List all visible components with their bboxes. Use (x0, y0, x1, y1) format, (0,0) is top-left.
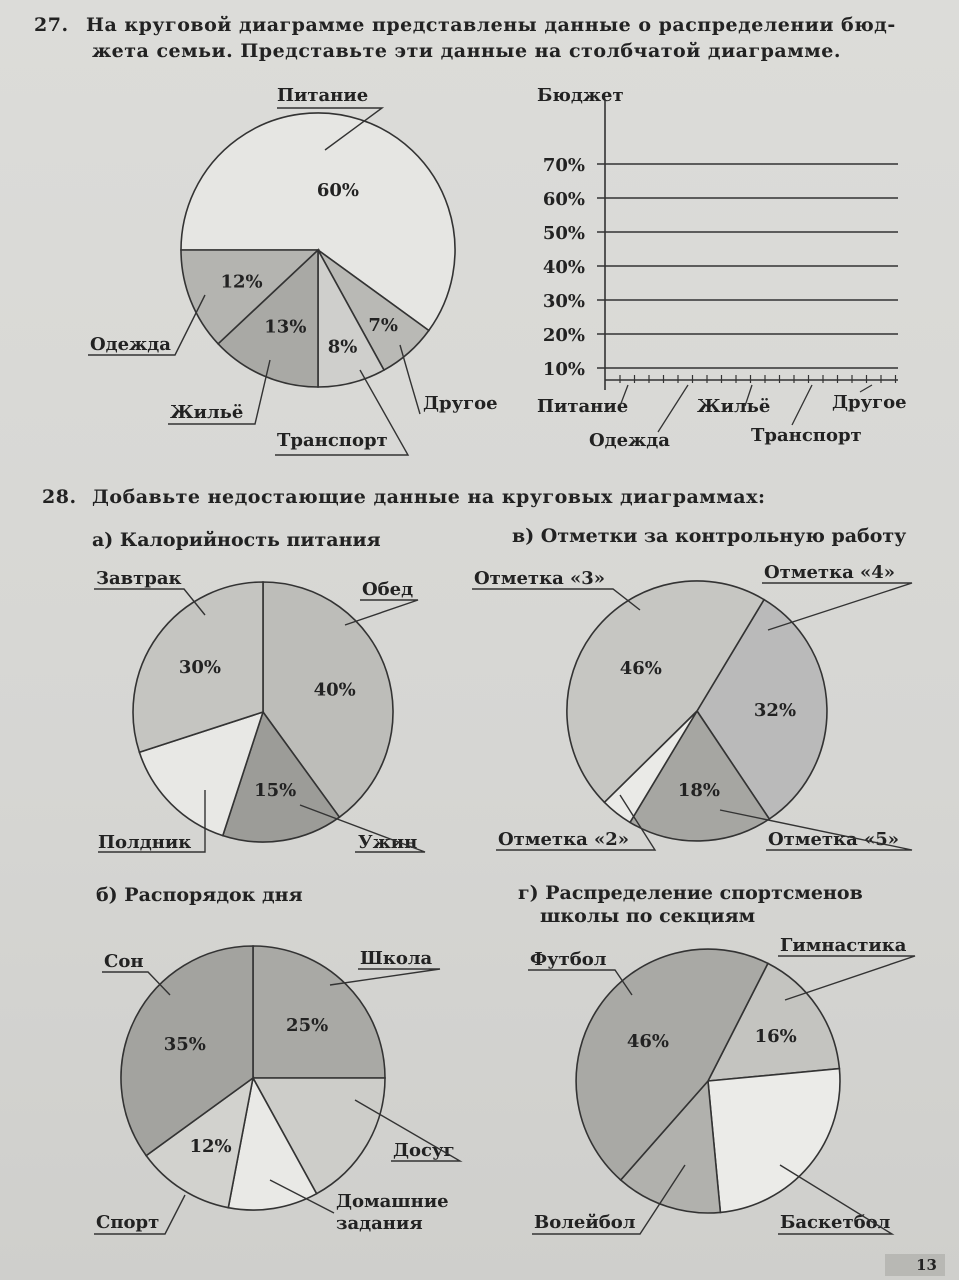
day-pie-label-спорт: Спорт (96, 1212, 160, 1233)
task28-number: 28. (42, 486, 77, 508)
day-pie-value-сон: 35% (163, 1034, 206, 1056)
calories-pie-value-завтрак: 30% (178, 657, 221, 679)
day-pie-label-школа: Школа (360, 948, 433, 969)
sports-pie-label-гимнастика: Гимнастика (780, 935, 907, 956)
day-title: б) Распорядок дня (96, 884, 303, 906)
budget-pie-label-питание: Питание (277, 85, 369, 106)
calories-title: а) Калорийность питания (92, 529, 381, 551)
budget-pie-label-одежда: Одежда (90, 334, 171, 355)
day-pie-leader-школа (330, 969, 440, 985)
budget-pie-label-другое: Другое (423, 393, 498, 414)
sports-pie-value-гимнастика: 16% (754, 1025, 797, 1047)
calories-pie-label-полдник: Полдник (98, 832, 192, 853)
sports-pie-value-футбол: 46% (626, 1031, 670, 1053)
grades-pie-label-отметка-5: Отметка «5» (768, 829, 900, 850)
bar-ytick-30: 30% (542, 291, 585, 312)
bar-ytick-10: 10% (542, 359, 585, 380)
grades-pie-value-отметка-5: 18% (677, 779, 720, 801)
sports-pie-label-волейбол: Волейбол (534, 1212, 636, 1233)
day-pie-value-школа: 25% (286, 1014, 329, 1036)
task28-text: Добавьте недостающие данные на круговых диаграммах: (92, 486, 766, 508)
bar-category-жильё: Жильё (697, 396, 771, 417)
budget-pie-value-одежда: 12% (220, 271, 263, 293)
bar-category-leader-одежда (658, 385, 688, 432)
budget-pie-value-транспорт: 8% (327, 336, 358, 358)
bar-ylabel: Бюджет (537, 85, 624, 106)
bar-category-leader-транспорт (792, 385, 812, 425)
bar-ytick-50: 50% (542, 223, 585, 244)
bar-ytick-20: 20% (542, 325, 585, 346)
sports-title-line2: школы по секциям (540, 905, 756, 927)
budget-pie-value-другое: 7% (368, 314, 399, 336)
calories-pie-value-ужин: 15% (254, 780, 297, 802)
bar-ytick-60: 60% (542, 189, 585, 210)
grades-pie-label-отметка-4: Отметка «4» (764, 562, 896, 583)
budget-pie-leader-другое (400, 345, 420, 414)
day-pie-label-досуг: Досуг (393, 1140, 455, 1161)
day-pie-value-спорт: 12% (189, 1135, 232, 1157)
grades-pie-value-отметка-3: 46% (619, 657, 662, 679)
calories-pie-label-обед: Обед (362, 579, 414, 600)
bar-category-другое: Другое (832, 392, 907, 413)
grades-pie-value-отметка-4: 32% (753, 700, 797, 722)
calories-pie-label-завтрак: Завтрак (96, 568, 182, 589)
grades-pie-leader-отметка-3 (472, 589, 640, 610)
calories-pie-value-обед: 40% (313, 679, 356, 701)
budget-pie-value-жильё: 13% (264, 316, 307, 338)
grades-title: в) Отметки за контрольную работу (512, 525, 907, 547)
day-pie-label-домашние-задания: Домашние задания (336, 1191, 449, 1234)
bar-category-транспорт: Транспорт (751, 425, 862, 446)
task27-text-line1: На круговой диаграмме представлены данные о распределении бюд- (86, 14, 896, 36)
budget-pie-label-транспорт: Транспорт (277, 430, 388, 451)
bar-ytick-70: 70% (542, 155, 585, 176)
sports-pie-label-футбол: Футбол (530, 949, 607, 970)
task27-text-line2: жета семьи. Представьте эти данные на столбчатой диаграмме. (92, 40, 841, 62)
sports-title-line1: г) Распределение спортсменов (518, 882, 863, 904)
sports-pie-slice-баскетбол (708, 1069, 840, 1213)
bar-ytick-40: 40% (542, 257, 585, 278)
task27-number: 27. (34, 14, 69, 36)
calories-pie-label-ужин: Ужин (358, 832, 418, 853)
budget-pie-value-питание: 60% (316, 179, 359, 201)
day-pie-label-сон: Сон (104, 951, 144, 972)
grades-pie-label-отметка-2: Отметка «2» (498, 829, 630, 850)
bar-category-leader-другое (860, 385, 872, 392)
page-number: 13 (885, 1254, 945, 1276)
sports-pie-label-баскетбол: Баскетбол (780, 1212, 891, 1233)
bar-category-одежда: Одежда (589, 430, 670, 451)
budget-pie-label-жильё: Жильё (170, 402, 244, 423)
calories-pie-leader-обед (345, 600, 418, 625)
grades-pie-label-отметка-3: Отметка «3» (474, 568, 606, 589)
bar-category-питание: Питание (537, 396, 629, 417)
